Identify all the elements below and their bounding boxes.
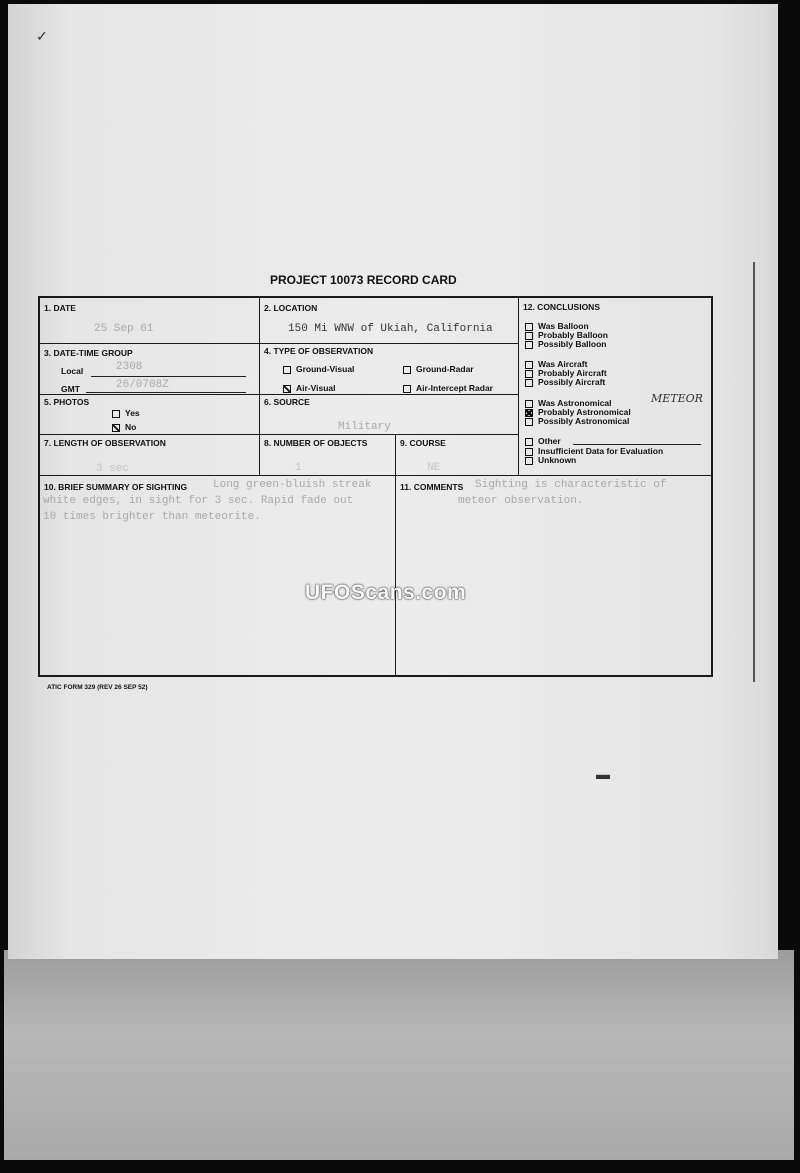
checkbox-icon bbox=[525, 457, 533, 465]
record-card bbox=[38, 296, 713, 677]
conclusions-label: 12. CONCLUSIONS bbox=[523, 302, 600, 312]
option-ground-visual: Ground-Visual bbox=[283, 364, 354, 374]
conclusion-insufficient-data: Insufficient Data for Evaluation bbox=[525, 446, 663, 456]
observation-type-label: 4. TYPE OF OBSERVATION bbox=[264, 346, 374, 356]
paper-edge bbox=[753, 262, 755, 682]
course-value: NE bbox=[427, 462, 441, 474]
conclusion-probably-balloon: Probably Balloon bbox=[525, 330, 608, 340]
location-value: 150 Mi WNW of Ukiah, California bbox=[288, 323, 493, 335]
checkbox-icon bbox=[525, 341, 533, 349]
option-air-intercept-radar: Air-Intercept Radar bbox=[403, 383, 493, 393]
summary-line: 10 times brighter than meteorite. bbox=[43, 511, 261, 523]
checked-box-icon bbox=[112, 424, 120, 432]
summary-line: Long green-bluish streak bbox=[213, 479, 372, 491]
gmt-value: 26/0708Z bbox=[116, 379, 169, 391]
scan-background bbox=[4, 950, 794, 1160]
conclusion-probably-aircraft: Probably Aircraft bbox=[525, 368, 607, 378]
number-of-objects-value: 1 bbox=[295, 462, 302, 474]
option-air-visual: Air-Visual bbox=[283, 383, 336, 393]
local-time-value: 2308 bbox=[116, 361, 143, 373]
summary-label: 10. BRIEF SUMMARY OF SIGHTING bbox=[44, 482, 188, 492]
source-label: 6. SOURCE bbox=[264, 397, 310, 407]
checkbox-icon bbox=[525, 418, 533, 426]
conclusion-was-balloon: Was Balloon bbox=[525, 321, 589, 331]
date-time-group-label: 3. DATE-TIME GROUP bbox=[44, 348, 133, 358]
course-label: 9. COURSE bbox=[400, 438, 446, 448]
source-value: Military bbox=[338, 421, 391, 433]
scan-speck: ▬ bbox=[596, 766, 610, 782]
conclusion-was-aircraft: Was Aircraft bbox=[525, 359, 587, 369]
form-footer: ATIC FORM 329 (REV 26 SEP 52) bbox=[47, 684, 148, 691]
checkbox-icon bbox=[403, 385, 411, 393]
checked-box-icon bbox=[283, 385, 291, 393]
option-ground-radar: Ground-Radar bbox=[403, 364, 474, 374]
checkbox-icon bbox=[112, 410, 120, 418]
conclusion-possibly-balloon: Possibly Balloon bbox=[525, 339, 607, 349]
checkbox-icon bbox=[403, 366, 411, 374]
length-label: 7. LENGTH OF OBSERVATION bbox=[44, 438, 166, 448]
summary-line: white edges, in sight for 3 sec. Rapid fade out bbox=[43, 495, 354, 507]
checkbox-icon bbox=[283, 366, 291, 374]
gmt-label: GMT bbox=[61, 384, 80, 394]
watermark: UFOScans.com bbox=[305, 581, 467, 604]
length-value: 3 sec bbox=[96, 463, 130, 475]
comments-label: 11. COMMENTS bbox=[400, 482, 464, 492]
comments-line: Sighting is characteristic of bbox=[475, 479, 667, 491]
photos-no: No bbox=[112, 422, 136, 432]
date-label: 1. DATE bbox=[44, 303, 76, 313]
date-value: 25 Sep 61 bbox=[94, 323, 154, 335]
checkbox-icon bbox=[525, 379, 533, 387]
location-label: 2. LOCATION bbox=[264, 303, 318, 313]
conclusion-possibly-aircraft: Possibly Aircraft bbox=[525, 377, 605, 387]
conclusion-other: Other bbox=[525, 436, 561, 446]
conclusion-was-astronomical: Was Astronomical bbox=[525, 398, 612, 408]
scan-speck: ✓ bbox=[36, 28, 48, 44]
number-of-objects-label: 8. NUMBER OF OBJECTS bbox=[264, 438, 368, 448]
handwritten-annotation: METEOR bbox=[651, 392, 703, 405]
conclusion-possibly-astronomical: Possibly Astronomical bbox=[525, 416, 629, 426]
comments-line: meteor observation. bbox=[458, 495, 584, 507]
photos-label: 5. PHOTOS bbox=[44, 397, 90, 407]
photos-yes: Yes bbox=[112, 408, 140, 418]
local-time-label: Local bbox=[61, 366, 84, 376]
checkbox-icon bbox=[525, 438, 533, 446]
conclusion-probably-astronomical: Probably Astronomical bbox=[525, 407, 631, 417]
page-title: PROJECT 10073 RECORD CARD bbox=[270, 273, 457, 287]
conclusion-unknown: Unknown bbox=[525, 455, 576, 465]
